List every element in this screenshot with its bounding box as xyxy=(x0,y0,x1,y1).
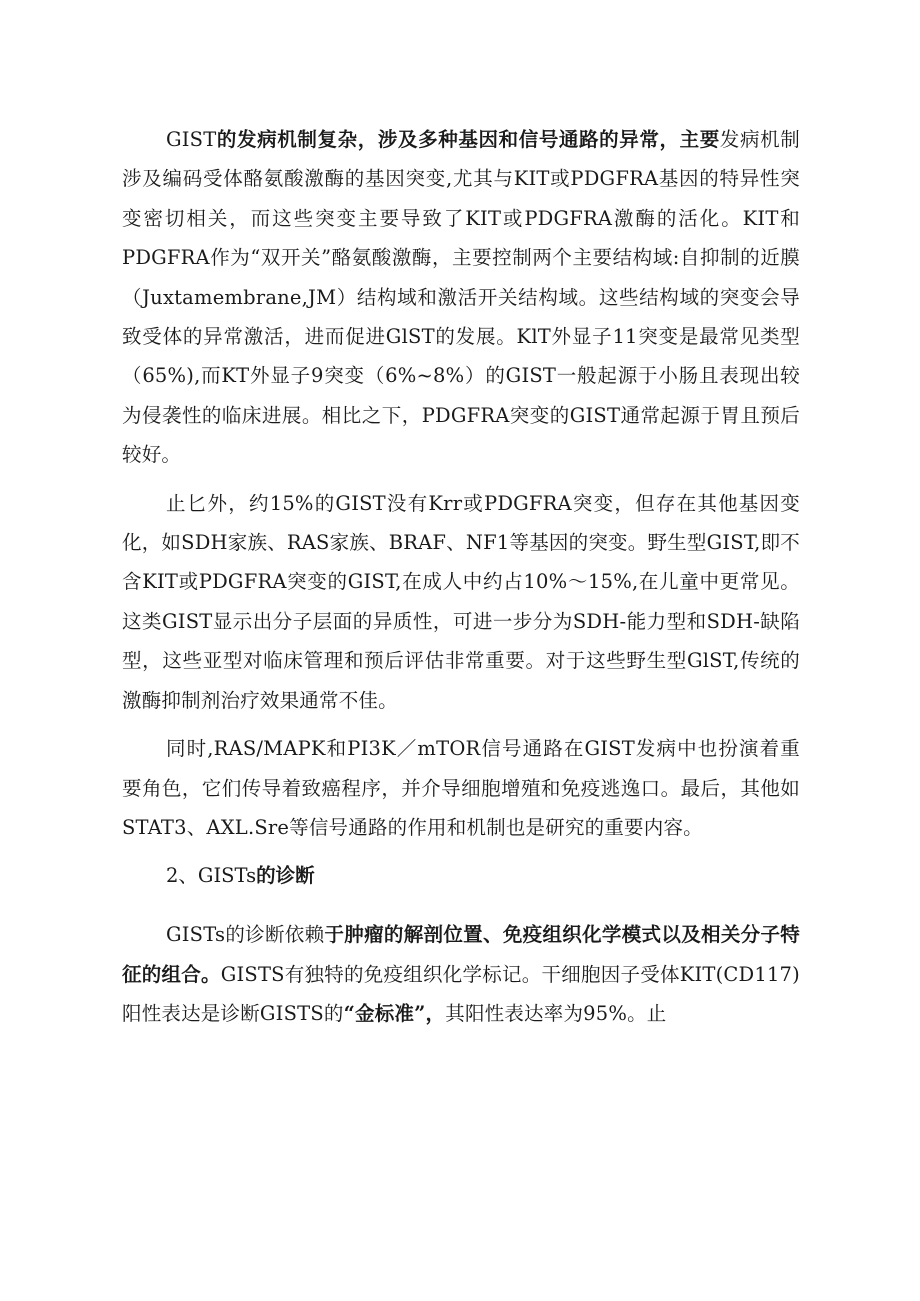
document-body xyxy=(122,120,800,1033)
heading-suffix: 的诊断 xyxy=(256,864,315,888)
text-run-bold: 于肿瘤的解剖位置、免疫组织化学模式以及相关分子特征的组合。 xyxy=(122,923,800,986)
text-run: 发病机制涉及编码受体酪氨酸激酶的基因突变,尤其与KIT或PDGFRA基因的特异性突变密切相关，而这些突变主要导致了KIT或PDGFRA激酶的活化。KIT和PDGFRA作为“双开关”酪氨酸激酶，主要控制两个主要结构域:自抑制的近膜（Juxtamembrane,JM）结构域和激活开关结构域。这些结构域的突变会导致受体的异常激活，进而促进GlST的发展。KlT外显子11突变是最常见类型（65%),而KT外显子9突变（6%~8%）的GIST一般起源于小肠且表现出较为侵袭性的临床进展。相比之下，PDGFRA突变的GIST通常起源于胃且预后较好。 xyxy=(122,128,800,467)
paragraph-wild-type xyxy=(122,484,800,720)
text-run-bold: “金标准”， xyxy=(343,1002,446,1026)
text-run: 其阳性表达率为95%。止 xyxy=(445,1002,667,1026)
section-heading-diagnosis xyxy=(122,856,800,895)
text-run-bold: 的发病机制复杂，涉及多种基因和信号通路的异常，主要 xyxy=(216,128,720,151)
text-run: GISTs的诊断依赖 xyxy=(166,923,325,947)
heading-prefix: 2、GISTs xyxy=(166,864,257,888)
paragraph-pathogenesis xyxy=(122,120,800,475)
text-run: 同时,RAS/MAPK和PI3K／mTOR信号通路在GIST发病中也扮演着重要角色，它们传导着致癌程序，并介导细胞增殖和免疫逃逸口。最后，其他如STAT3、AXL.Sre等信号通路的作用和机制也是研究的重要内容。 xyxy=(122,737,800,839)
text-run: GIST xyxy=(166,128,217,151)
text-run: 止匕外，约15%的GIST没有Krr或PDGFRA突变，但存在其他基因变化，如SDH家族、RAS家族、BRAF、NF1等基因的突变。野生型GIST,即不含KIT或PDGFRA突变的GIST,在成人中约占10%～15%,在儿童中更常见。这类GIST显示出分子层面的异质性，可进一步分为SDH-能力型和SDH-缺陷型，这些亚型对临床管理和预后评估非常重要。对于这些野生型GlST,传统的激酶抑制剂治疗效果通常不佳。 xyxy=(122,491,800,712)
text-run: GISTS有独特的免疫组织化学标记。干细胞因子受体KIT(CD117)阳性表达是诊断GISTS的 xyxy=(122,962,800,1026)
paragraph-signaling xyxy=(122,729,800,847)
paragraph-diagnosis xyxy=(122,915,800,1033)
